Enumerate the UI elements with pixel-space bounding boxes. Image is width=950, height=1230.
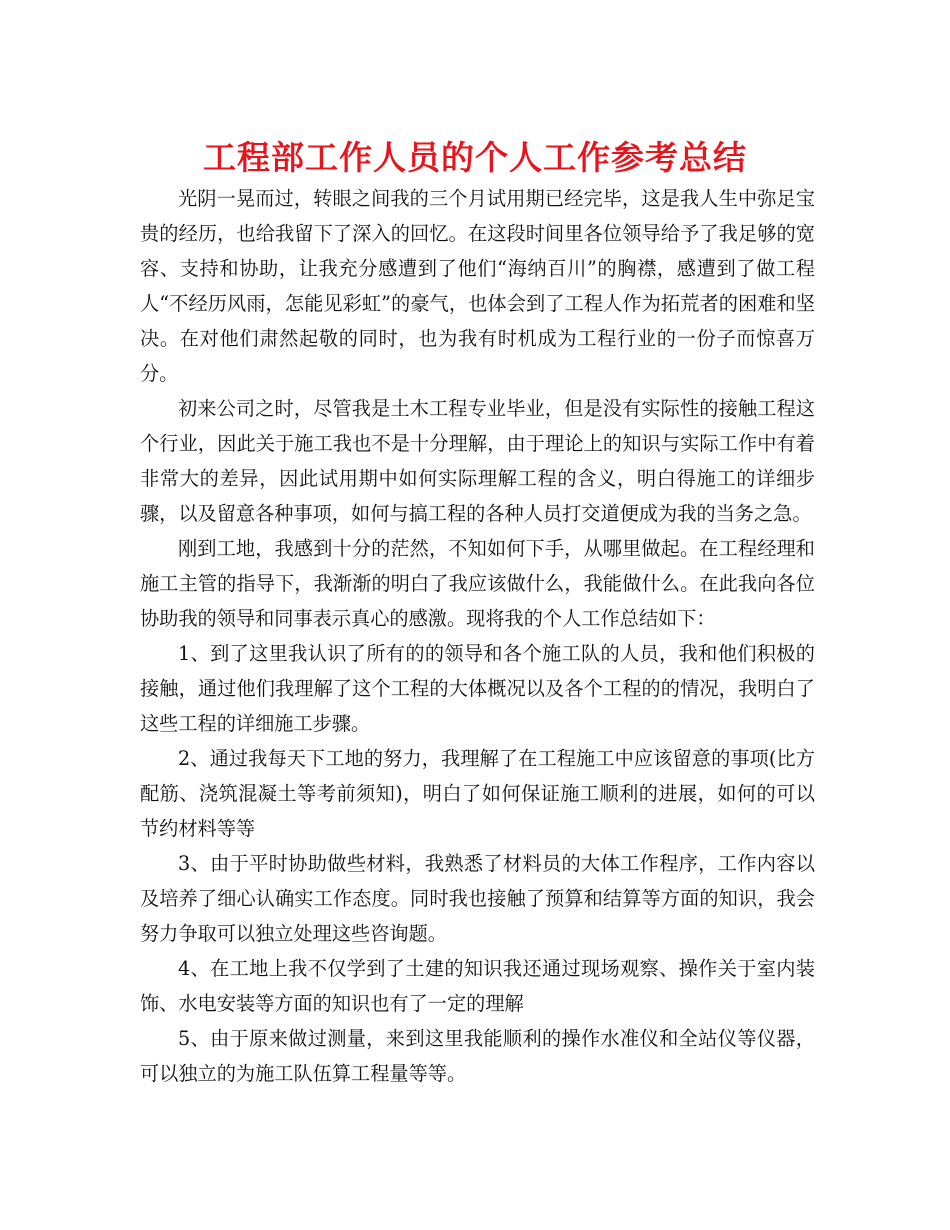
paragraph-item-5: 5、由于原来做过测量，来到这里我能顺利的操作水准仪和全站仪等仪器，可以独立的为施工队伍算工程量等等。 [140,1027,815,1085]
paragraph-item-4: 4、在工地上我不仅学到了土建的知识我还通过现场观察、操作关于室内装饰、水电安装等方面的知识也有了一定的理解 [140,957,815,1015]
document-title: 工程部工作人员的个人工作参考总结 [203,138,747,177]
paragraph-item-2: 2、通过我每天下工地的努力，我理解了在工程施工中应该留意的事项(比方配筋、浇筑混凝土等考前须知)，明白了如何保证施工顺利的进展，如何的可以节约材料等等 [140,747,815,840]
paragraph-intro: 光阴一晃而过，转眼之间我的三个月试用期已经完毕，这是我人生中弥足宝贵的经历，也给我留下了深入的回忆。在这段时间里各位领导给予了我足够的宽容、支持和协助，让我充分感遭到了他们“海纳百川”的胸襟，感遭到了做工程人“不经历风雨，怎能见彩虹”的豪气，也体会到了工程人作为拓荒者的困难和坚决。在对他们肃然起敬的同时，也为我有时机成为工程行业的一份子而惊喜万分。 [140,187,815,385]
paragraph-background: 初来公司之时，尽管我是土木工程专业毕业，但是没有实际性的接触工程这个行业，因此关于施工我也不是十分理解，由于理论上的知识与实际工作中有着非常大的差异，因此试用期中如何实际理解工程的含义，明白得施工的详细步骤，以及留意各种事项，如何与搞工程的各种人员打交道便成为我的当务之急。 [140,397,815,525]
document-body [140,181,815,1091]
paragraph-arrival: 刚到工地，我感到十分的茫然，不知如何下手，从哪里做起。在工程经理和施工主管的指导下，我渐渐的明白了我应该做什么，我能做什么。在此我向各位协助我的领导和同事表示真心的感激。现将我的个人工作总结如下： [140,537,815,630]
paragraph-item-1: 1、到了这里我认识了所有的的领导和各个施工队的人员，我和他们积极的接触，通过他们我理解了这个工程的大体概况以及各个工程的的情况，我明白了这些工程的详细施工步骤。 [140,642,815,735]
paragraph-item-3: 3、由于平时协助做些材料，我熟悉了材料员的大体工作程序，工作内容以及培养了细心认确实工作态度。同时我也接触了预算和结算等方面的知识，我会努力争取可以独立处理这些咨询题。 [140,852,815,945]
